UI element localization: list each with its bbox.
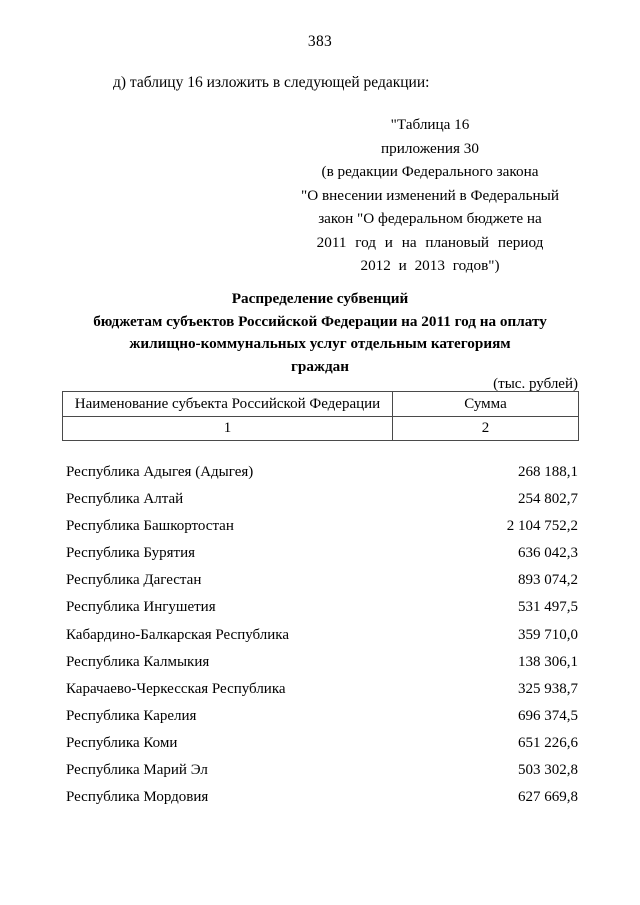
subject-amount: 359 710,0 (518, 626, 578, 643)
table-row (0, 627, 640, 654)
subject-name: Кабардино-Балкарская Республика (66, 626, 290, 643)
table-row (0, 708, 640, 735)
title-line-3: жилищно-коммунальных услуг отдельным категориям (129, 335, 511, 352)
column-header-name: Наименование субъекта Российской Федерации (63, 392, 393, 417)
table-row (0, 654, 640, 681)
quote-line-1: "Таблица 16 (390, 116, 470, 133)
subject-name: Республика Дагестан (66, 572, 202, 589)
subject-name: Республика Алтай (66, 491, 184, 508)
subject-amount: 254 802,7 (518, 491, 578, 508)
subject-name: Республика Башкортостан (66, 518, 234, 535)
table-header-row (63, 392, 579, 417)
quote-line-2: приложения 30 (381, 139, 479, 157)
intro-paragraph: д) таблицу 16 изложить в следующей редакции: (113, 74, 430, 91)
table-header-grid (62, 391, 579, 441)
quote-line-5: закон "О федеральном бюджете на (318, 210, 542, 227)
subject-name: Республика Карелия (66, 707, 197, 724)
title-line-2: бюджетам субъектов Российской Федерации на 2011 год на оплату (93, 312, 547, 330)
subject-amount: 893 074,2 (518, 572, 578, 589)
subject-name: Республика Бурятия (66, 545, 196, 562)
subject-name: Республика Марий Эл (66, 762, 208, 779)
table-row (0, 491, 640, 518)
table-row (0, 545, 640, 572)
subject-amount: 325 938,7 (518, 680, 578, 697)
subject-name: Карачаево-Черкесская Республика (66, 680, 286, 697)
column-number-2: 2 (393, 417, 579, 441)
table-row (0, 762, 640, 789)
table-row (0, 599, 640, 626)
column-number-1: 1 (63, 417, 393, 441)
subject-name: Республика Коми (66, 734, 178, 751)
quote-line-3: (в редакции Федерального закона (321, 163, 539, 180)
subject-amount: 268 188,1 (518, 464, 578, 480)
subject-amount: 503 302,8 (518, 762, 578, 779)
quote-line-7: 2012 и 2013 годов") (360, 257, 500, 274)
table-row (0, 789, 640, 816)
subject-amount: 636 042,3 (518, 545, 578, 562)
table-row (0, 572, 640, 599)
quote-line-4: "О внесении изменений в Федеральный (301, 186, 559, 204)
page-title (20, 288, 620, 378)
subject-name: Республика Калмыкия (66, 653, 210, 670)
table-row (0, 735, 640, 762)
title-line-1: Распределение субвенций (231, 290, 409, 307)
table-column-numbering-row (63, 417, 579, 441)
title-line-4: граждан (291, 357, 349, 375)
subject-amount: 651 226,6 (518, 734, 578, 751)
units-caption: (тыс. рублей) (493, 376, 578, 392)
subject-name: Республика Ингушетия (66, 599, 216, 616)
table-row (0, 681, 640, 708)
table-body (0, 464, 640, 816)
column-header-sum: Сумма (393, 392, 579, 417)
subject-amount: 627 669,8 (518, 789, 578, 806)
table-row (0, 464, 640, 491)
subject-amount: 138 306,1 (518, 653, 578, 670)
subject-name: Республика Адыгея (Адыгея) (66, 464, 254, 480)
subject-amount: 2 104 752,2 (506, 518, 578, 535)
table-row (0, 518, 640, 545)
subject-amount: 696 374,5 (518, 707, 578, 724)
quoted-heading-block (230, 113, 630, 278)
quote-line-6: 2011 год и на плановый период (316, 233, 544, 251)
subject-name: Республика Мордовия (66, 789, 209, 806)
page-number: 383 (307, 33, 333, 50)
subject-amount: 531 497,5 (518, 599, 578, 616)
